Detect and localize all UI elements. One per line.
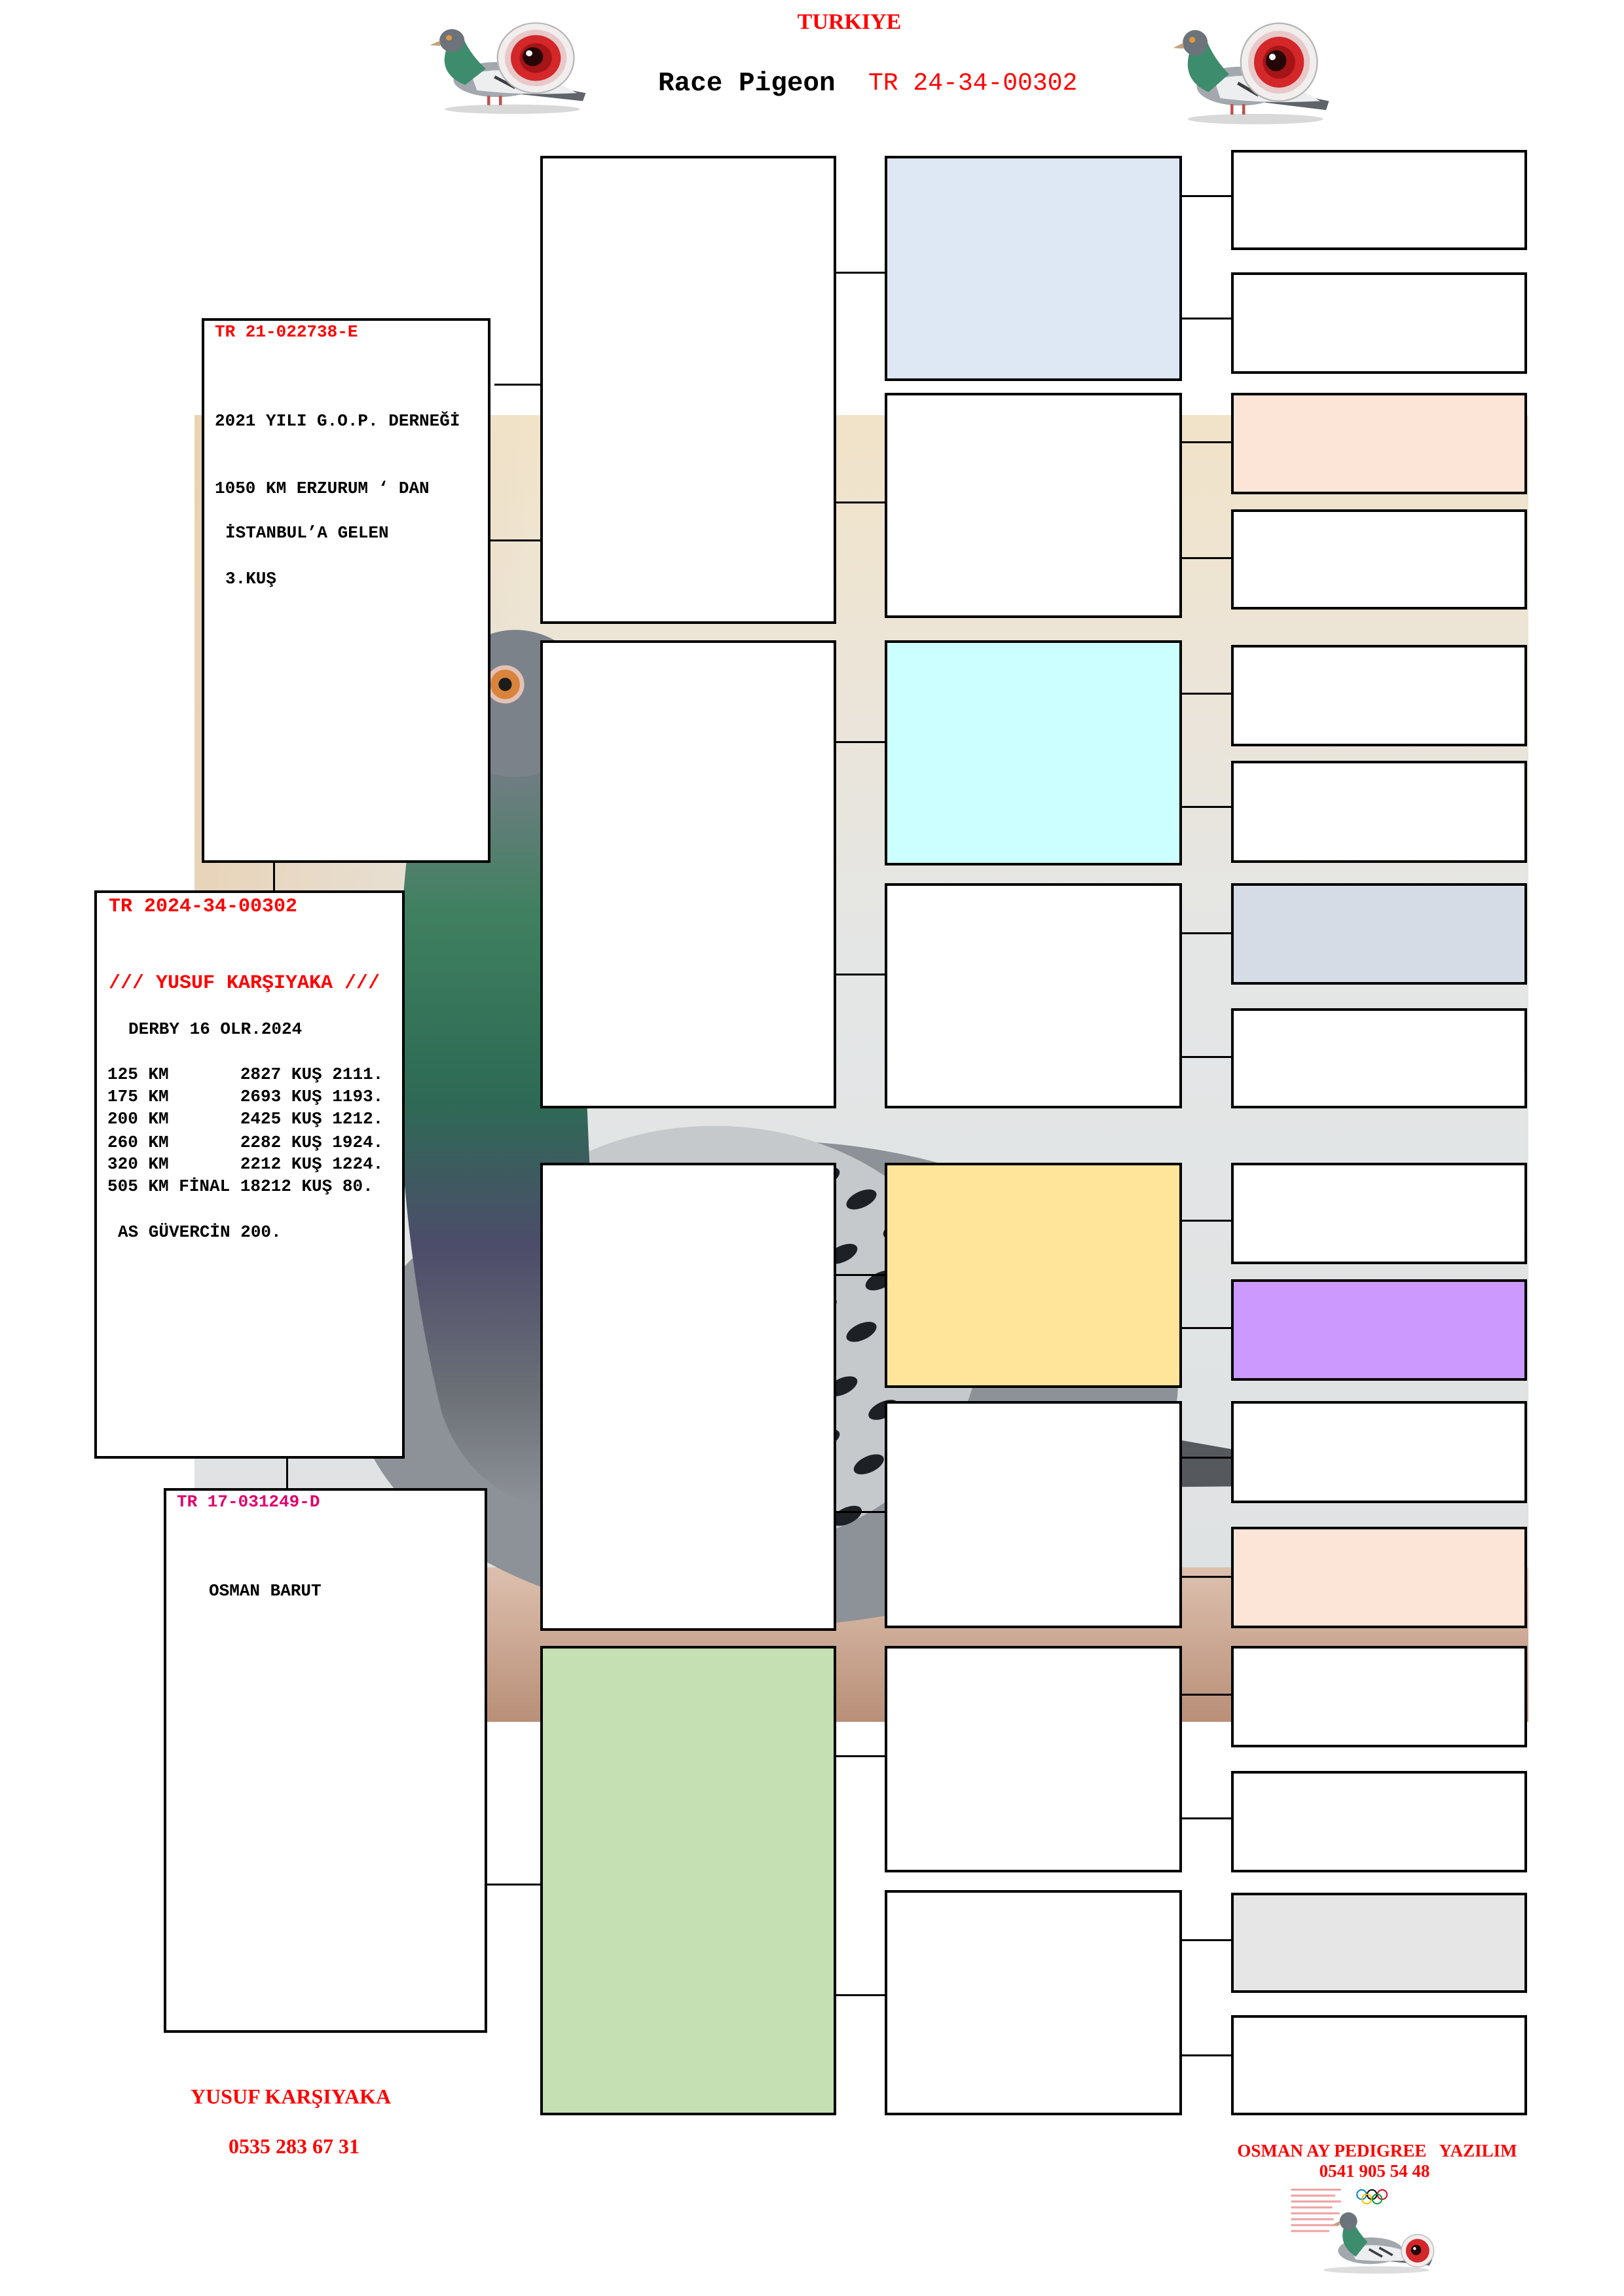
connector-gen2-gen3 [836, 1274, 885, 1276]
grandparent-box [540, 640, 836, 1108]
grandparent-box [540, 1163, 836, 1631]
connector-gen3-gen4 [1182, 1220, 1231, 1222]
result-line: 175 KM 2693 KUŞ 1193. [107, 1087, 384, 1106]
great-grandparent-box [885, 1163, 1182, 1388]
pedigree-software-logo-icon [1288, 2183, 1443, 2274]
great-great-grandparent-box [1231, 1008, 1527, 1108]
connector-gen3-gen4 [1182, 693, 1231, 695]
connector-gen3-gen4 [1182, 1576, 1231, 1578]
connector-gen3-gen4 [1182, 1327, 1231, 1329]
great-great-grandparent-box [1231, 1401, 1527, 1503]
connector-gen3-gen4 [1182, 1939, 1231, 1941]
great-grandparent-box [885, 156, 1182, 381]
great-grandparent-box [885, 1401, 1182, 1628]
great-great-grandparent-box [1231, 1527, 1527, 1628]
sire-box [202, 318, 490, 863]
result-line: 505 KM FİNAL 18212 KUŞ 80. [107, 1176, 373, 1196]
connector-gen3-gen4 [1182, 557, 1231, 559]
pigeon-pupil [498, 678, 511, 691]
sire-note: 3.KUŞ [225, 569, 277, 589]
subject-award: AS GÜVERCİN 200. [118, 1222, 282, 1242]
great-great-grandparent-box [1231, 883, 1527, 985]
grandparent-box [540, 156, 836, 624]
connector-gen2-gen3 [836, 1511, 885, 1513]
country-title: TURKIYE [797, 10, 902, 34]
breeder-name: YUSUF KARŞIYAKA [190, 2085, 392, 2108]
connector-dam-gen2 [487, 1884, 540, 1886]
pigeon-eye-logo-icon [427, 20, 589, 115]
great-grandparent-box [885, 1890, 1182, 2115]
great-great-grandparent-box [1231, 1646, 1527, 1747]
subject-race: DERBY 16 OLR.2024 [128, 1019, 303, 1039]
sire-ring-number: TR 21-022738-E [215, 322, 358, 342]
great-great-grandparent-box [1231, 645, 1527, 746]
sire-note: 2021 YILI G.O.P. DERNEĞİ [215, 411, 460, 431]
dam-note: OSMAN BARUT [209, 1581, 322, 1601]
page-title: Race Pigeon [658, 69, 836, 99]
great-great-grandparent-box [1231, 150, 1527, 250]
connector-gen3-gen4 [1182, 318, 1231, 319]
connector-gen2-gen3 [836, 272, 885, 274]
result-line: 200 KM 2425 KUŞ 1212. [107, 1109, 384, 1129]
dam-ring-number: TR 17-031249-D [177, 1492, 320, 1512]
subject-owner: /// YUSUF KARŞIYAKA /// [109, 972, 380, 994]
connector-gen2-gen3 [836, 501, 885, 503]
connector-gen2-gen3 [836, 1994, 885, 1996]
connector-subject-dam [286, 1459, 288, 1488]
breeder-phone: 0535 283 67 31 [229, 2134, 360, 2158]
great-grandparent-box [885, 1646, 1182, 1872]
software-name: OSMAN AY PEDIGREE YAZILIM [1237, 2141, 1517, 2160]
sire-note: 1050 KM ERZURUM ‘ DAN [215, 479, 430, 498]
great-grandparent-box [885, 883, 1182, 1108]
connector-gen2-gen3 [836, 741, 885, 743]
connector-gen2-gen3 [836, 1755, 885, 1757]
connector-gen3-gen4 [1182, 932, 1231, 934]
connector-gen3-gen4 [1182, 2054, 1231, 2056]
pigeon-eye-logo-icon [1170, 20, 1332, 125]
result-line: 320 KM 2212 KUŞ 1224. [107, 1154, 384, 1174]
dam-box [164, 1488, 487, 2033]
great-great-grandparent-box [1231, 393, 1527, 494]
connector-gen3-gen4 [1182, 1457, 1231, 1459]
great-great-grandparent-box [1231, 1893, 1527, 1993]
great-grandparent-box [885, 640, 1182, 866]
connector-gen3-gen4 [1182, 195, 1231, 197]
connector-sire-gen2 [494, 384, 545, 386]
connector-sire-gen2 [490, 539, 540, 541]
grandparent-box [540, 1646, 836, 2115]
great-grandparent-box [885, 393, 1182, 618]
connector-gen2-gen3 [836, 974, 885, 975]
connector-gen3-gen4 [1182, 1817, 1231, 1819]
subject-ring-number: TR 2024-34-00302 [109, 896, 298, 918]
connector-gen3-gen4 [1182, 1056, 1231, 1058]
connector-gen3-gen4 [1182, 806, 1231, 808]
connector-gen3-gen4 [1182, 441, 1231, 443]
great-great-grandparent-box [1231, 509, 1527, 610]
great-great-grandparent-box [1231, 1279, 1527, 1381]
result-line: 125 KM 2827 KUŞ 2111. [107, 1065, 384, 1084]
sire-note: İSTANBUL’A GELEN [225, 523, 389, 543]
great-great-grandparent-box [1231, 1771, 1527, 1872]
header-ring-number: TR 24-34-00302 [868, 69, 1078, 98]
subject-box [94, 890, 405, 1459]
great-great-grandparent-box [1231, 272, 1527, 374]
connector-sire-subject [273, 863, 275, 890]
connector-gen3-gen4 [1182, 1694, 1231, 1696]
great-great-grandparent-box [1231, 2015, 1527, 2115]
great-great-grandparent-box [1231, 1163, 1527, 1264]
software-phone: 0541 905 54 48 [1319, 2161, 1430, 2181]
great-great-grandparent-box [1231, 761, 1527, 863]
result-line: 260 KM 2282 KUŞ 1924. [107, 1133, 384, 1152]
